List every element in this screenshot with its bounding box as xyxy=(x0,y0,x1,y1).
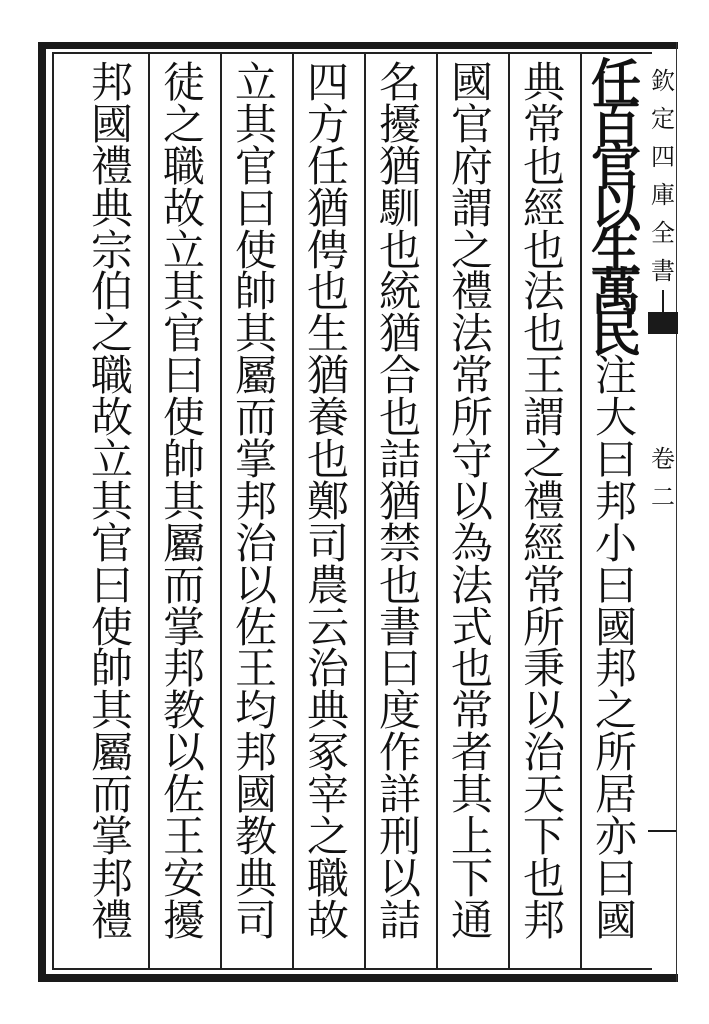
text-char: 也 xyxy=(522,309,565,359)
text-char: 大 xyxy=(594,393,637,443)
text-char: 使 xyxy=(90,602,133,652)
text-char: 任 xyxy=(306,141,349,191)
margin-rule xyxy=(662,290,664,312)
text-char: 使 xyxy=(234,225,277,275)
text-char: 曰 xyxy=(378,644,421,694)
text-char: 佐 xyxy=(162,770,205,820)
margin-char: 四 xyxy=(651,143,675,171)
text-char: 禮 xyxy=(90,141,133,191)
text-char: 王 xyxy=(162,812,205,862)
text-char: 司 xyxy=(234,895,277,945)
text-char: 其 xyxy=(162,267,205,317)
text-char: 統 xyxy=(378,267,421,317)
text-char: 宰 xyxy=(306,770,349,820)
margin-volume-label xyxy=(650,440,676,516)
text-char: 邦 xyxy=(162,644,205,694)
text-char: 作 xyxy=(378,728,421,778)
heading-char: 官 xyxy=(591,136,641,196)
text-char: 掌 xyxy=(234,435,277,485)
text-char: 府 xyxy=(450,141,493,191)
text-char: 秉 xyxy=(522,644,565,694)
text-char: 禮 xyxy=(450,267,493,317)
text-char: 曰 xyxy=(90,560,133,610)
text-char: 官 xyxy=(450,99,493,149)
text-column-7 xyxy=(153,58,215,945)
text-char: 典 xyxy=(234,853,277,903)
text-char: 官 xyxy=(162,309,205,359)
text-char: 馴 xyxy=(378,183,421,233)
text-char: 邦 xyxy=(522,895,565,945)
text-char: 之 xyxy=(90,309,133,359)
text-char: 立 xyxy=(234,58,277,107)
text-column-1 xyxy=(585,53,647,945)
text-char: 農 xyxy=(306,560,349,610)
text-char: 擾 xyxy=(162,895,205,945)
text-char: 其 xyxy=(162,476,205,526)
text-column-2 xyxy=(513,58,575,945)
text-char: 邦 xyxy=(90,58,133,107)
text-char: 國 xyxy=(594,895,637,945)
text-char: 立 xyxy=(162,225,205,275)
text-char: 度 xyxy=(378,686,421,736)
text-char: 之 xyxy=(162,99,205,149)
text-char: 經 xyxy=(522,518,565,568)
text-char: 職 xyxy=(306,853,349,903)
text-char: 也 xyxy=(378,560,421,610)
text-char: 邦 xyxy=(90,853,133,903)
text-char: 也 xyxy=(378,225,421,275)
text-char: 法 xyxy=(450,309,493,359)
column-rule xyxy=(220,52,222,970)
text-char: 也 xyxy=(306,267,349,317)
text-char: 云 xyxy=(306,602,349,652)
margin-char: 全 xyxy=(651,219,675,247)
text-char: 鄭 xyxy=(306,476,349,526)
margin-edge-rule xyxy=(676,42,677,982)
column-rule xyxy=(580,52,582,970)
text-char: 猶 xyxy=(306,183,349,233)
text-char: 屬 xyxy=(162,518,205,568)
text-char: 典 xyxy=(522,58,565,107)
text-char: 也 xyxy=(378,393,421,443)
text-char: 司 xyxy=(306,518,349,568)
text-char: 常 xyxy=(522,99,565,149)
text-char: 守 xyxy=(450,435,493,485)
text-char: 刑 xyxy=(378,812,421,862)
text-char: 亦 xyxy=(594,812,637,862)
text-char: 典 xyxy=(90,183,133,233)
text-char: 曰 xyxy=(594,435,637,485)
text-char: 也 xyxy=(522,853,565,903)
text-column-8 xyxy=(81,58,143,945)
text-char: 國 xyxy=(450,58,493,107)
text-char: 為 xyxy=(450,518,493,568)
margin-divider xyxy=(648,830,676,832)
heading-char: 百 xyxy=(591,94,641,154)
column-rule xyxy=(508,52,510,970)
text-char: 而 xyxy=(162,560,205,610)
text-char: 經 xyxy=(522,183,565,233)
text-char: 猶 xyxy=(306,351,349,401)
text-char: 猶 xyxy=(378,476,421,526)
text-column-4 xyxy=(369,58,431,945)
text-char: 帥 xyxy=(162,435,205,485)
margin-char: 卷 xyxy=(651,445,675,473)
margin-char: 定 xyxy=(651,105,675,133)
text-column-5 xyxy=(297,58,359,945)
text-char: 法 xyxy=(450,560,493,610)
text-char: 者 xyxy=(450,728,493,778)
text-char: 官 xyxy=(90,518,133,568)
text-char: 治 xyxy=(234,518,277,568)
text-char: 式 xyxy=(450,602,493,652)
column-rule xyxy=(436,52,438,970)
text-char: 曰 xyxy=(162,351,205,401)
text-char: 通 xyxy=(450,895,493,945)
heading-char: 民 xyxy=(591,304,641,364)
text-char: 常 xyxy=(450,686,493,736)
text-char: 而 xyxy=(90,770,133,820)
text-char: 以 xyxy=(162,728,205,778)
text-char: 合 xyxy=(378,351,421,401)
text-char: 屬 xyxy=(234,351,277,401)
text-char: 小 xyxy=(594,518,637,568)
text-char: 也 xyxy=(522,141,565,191)
text-char: 禁 xyxy=(378,518,421,568)
heading-char: 生 xyxy=(591,220,641,280)
heading-char: 任 xyxy=(591,53,641,112)
text-char: 所 xyxy=(594,728,637,778)
fish-tail-mark xyxy=(648,312,678,334)
text-char: 方 xyxy=(306,99,349,149)
text-char: 國 xyxy=(90,99,133,149)
text-char: 常 xyxy=(450,351,493,401)
text-char: 下 xyxy=(522,812,565,862)
text-char: 謂 xyxy=(522,393,565,443)
text-char: 生 xyxy=(306,309,349,359)
text-char: 伯 xyxy=(90,267,133,317)
text-column-3 xyxy=(441,58,503,945)
text-char: 下 xyxy=(450,853,493,903)
text-char: 以 xyxy=(450,476,493,526)
text-char: 猶 xyxy=(378,309,421,359)
text-char: 故 xyxy=(306,895,349,945)
text-char: 國 xyxy=(594,602,637,652)
text-char: 以 xyxy=(234,560,277,610)
text-char: 詰 xyxy=(378,435,421,485)
text-char: 帥 xyxy=(234,267,277,317)
text-char: 之 xyxy=(594,686,637,736)
text-char: 詳 xyxy=(378,770,421,820)
text-char: 安 xyxy=(162,853,205,903)
margin-char: 二 xyxy=(651,483,675,511)
text-char: 也 xyxy=(522,225,565,275)
text-char: 禮 xyxy=(90,895,133,945)
text-char: 治 xyxy=(306,644,349,694)
text-char: 佐 xyxy=(234,602,277,652)
text-char: 王 xyxy=(522,351,565,401)
text-char: 邦 xyxy=(594,476,637,526)
text-char: 書 xyxy=(378,602,421,652)
text-char: 其 xyxy=(234,309,277,359)
text-char: 曰 xyxy=(594,560,637,610)
text-char: 法 xyxy=(522,267,565,317)
text-char: 常 xyxy=(522,560,565,610)
text-char: 而 xyxy=(234,393,277,443)
text-char: 教 xyxy=(234,812,277,862)
column-rule xyxy=(148,52,150,970)
text-char: 詰 xyxy=(378,895,421,945)
text-char: 其 xyxy=(90,476,133,526)
text-char: 立 xyxy=(90,435,133,485)
text-char: 典 xyxy=(306,686,349,736)
text-char: 注 xyxy=(594,351,637,401)
text-column-6 xyxy=(225,58,287,945)
text-char: 官 xyxy=(234,141,277,191)
text-char: 擾 xyxy=(378,99,421,149)
text-char: 其 xyxy=(450,770,493,820)
text-char: 掌 xyxy=(162,602,205,652)
text-char: 天 xyxy=(522,770,565,820)
text-char: 俜 xyxy=(306,225,349,275)
column-rule xyxy=(364,52,366,970)
text-char: 均 xyxy=(234,686,277,736)
text-char: 邦 xyxy=(594,644,637,694)
margin-char: 書 xyxy=(651,257,675,285)
text-char: 其 xyxy=(90,686,133,736)
text-char: 其 xyxy=(234,99,277,149)
text-char: 四 xyxy=(306,58,349,107)
text-char: 宗 xyxy=(90,225,133,275)
margin-book-title xyxy=(650,62,676,290)
text-char: 故 xyxy=(162,183,205,233)
text-char: 之 xyxy=(522,435,565,485)
text-char: 職 xyxy=(90,351,133,401)
text-char: 屬 xyxy=(90,728,133,778)
column-rule xyxy=(292,52,294,970)
text-char: 掌 xyxy=(90,812,133,862)
text-char: 職 xyxy=(162,141,205,191)
text-char: 禮 xyxy=(522,476,565,526)
text-char: 之 xyxy=(450,225,493,275)
margin-char: 庫 xyxy=(651,181,675,209)
text-char: 教 xyxy=(162,686,205,736)
heading-char: 萬 xyxy=(591,262,641,322)
text-char: 以 xyxy=(378,853,421,903)
text-char: 所 xyxy=(522,602,565,652)
text-char: 徒 xyxy=(162,58,205,107)
text-char: 故 xyxy=(90,393,133,443)
text-char: 曰 xyxy=(594,853,637,903)
text-char: 居 xyxy=(594,770,637,820)
text-char: 使 xyxy=(162,393,205,443)
text-char: 邦 xyxy=(234,476,277,526)
text-char: 曰 xyxy=(234,183,277,233)
text-char: 養 xyxy=(306,393,349,443)
text-char: 以 xyxy=(522,686,565,736)
text-char: 國 xyxy=(234,770,277,820)
text-char: 也 xyxy=(450,644,493,694)
text-char: 所 xyxy=(450,393,493,443)
text-char: 治 xyxy=(522,728,565,778)
text-char: 猶 xyxy=(378,141,421,191)
text-char: 謂 xyxy=(450,183,493,233)
text-char: 邦 xyxy=(234,728,277,778)
text-char: 帥 xyxy=(90,644,133,694)
text-char: 冢 xyxy=(306,728,349,778)
margin-char: 欽 xyxy=(651,67,675,95)
text-char: 上 xyxy=(450,812,493,862)
heading-char: 以 xyxy=(591,178,641,238)
text-char: 也 xyxy=(306,435,349,485)
text-char: 之 xyxy=(306,812,349,862)
text-char: 名 xyxy=(378,58,421,107)
text-char: 王 xyxy=(234,644,277,694)
